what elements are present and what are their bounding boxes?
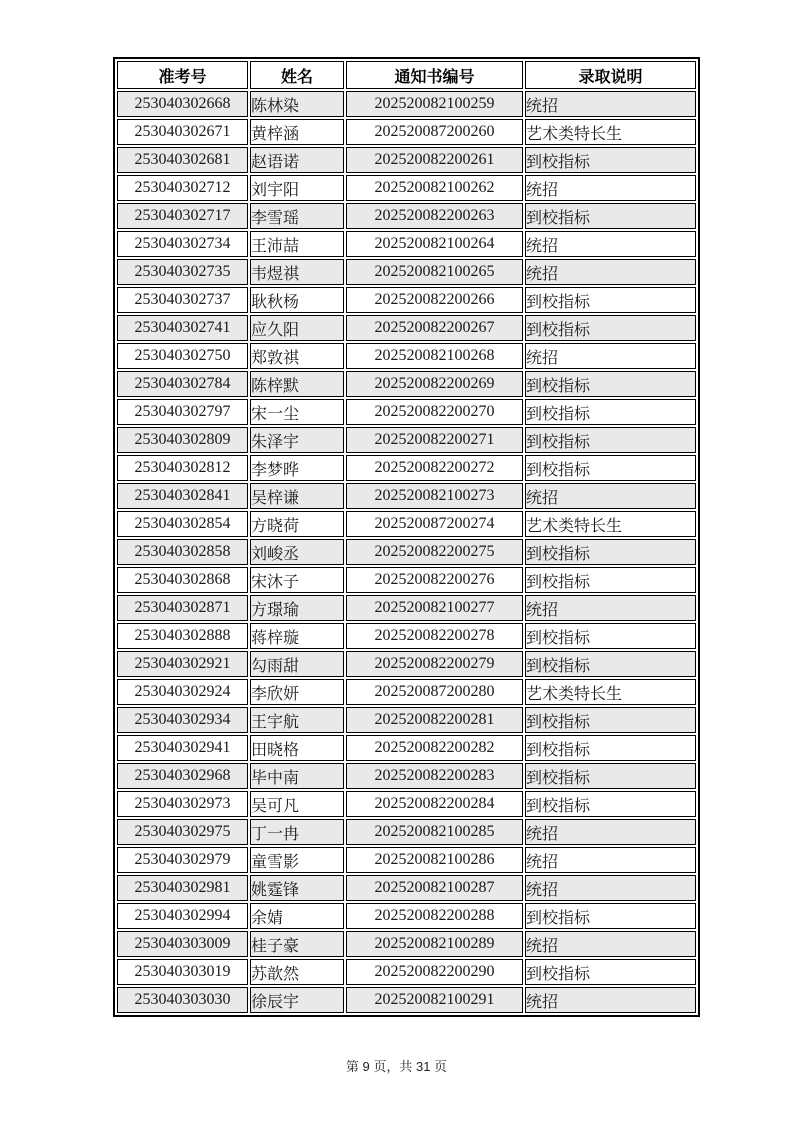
- cell-notice-no: 202520082200261: [346, 147, 523, 173]
- cell-exam-no: 253040302973: [117, 791, 248, 817]
- cell-exam-no: 253040302717: [117, 203, 248, 229]
- cell-admission-type: 到校指标: [525, 203, 696, 229]
- cell-exam-no: 253040302858: [117, 539, 248, 565]
- cell-name: 黄梓涵: [250, 119, 344, 145]
- cell-admission-type: 到校指标: [525, 735, 696, 761]
- admissions-table: [113, 57, 700, 1017]
- cell-admission-type: 到校指标: [525, 147, 696, 173]
- cell-admission-type: 统招: [525, 987, 696, 1013]
- table-row: [117, 651, 696, 677]
- cell-name: 韦煜祺: [250, 259, 344, 285]
- cell-notice-no: 202520082100273: [346, 483, 523, 509]
- table-row: [117, 847, 696, 873]
- cell-name: 李欣妍: [250, 679, 344, 705]
- cell-notice-no: 202520082100291: [346, 987, 523, 1013]
- cell-name: 陈林染: [250, 91, 344, 117]
- cell-admission-type: 统招: [525, 231, 696, 257]
- cell-admission-type: 统招: [525, 931, 696, 957]
- cell-name: 宋一尘: [250, 399, 344, 425]
- cell-notice-no: 202520082100287: [346, 875, 523, 901]
- cell-name: 苏歆然: [250, 959, 344, 985]
- cell-exam-no: 253040302737: [117, 287, 248, 313]
- cell-name: 刘宇阳: [250, 175, 344, 201]
- cell-exam-no: 253040302871: [117, 595, 248, 621]
- table-row: [117, 175, 696, 201]
- cell-admission-type: 统招: [525, 819, 696, 845]
- table-row: [117, 539, 696, 565]
- cell-name: 朱泽宇: [250, 427, 344, 453]
- cell-notice-no: 202520082200281: [346, 707, 523, 733]
- cell-exam-no: 253040302981: [117, 875, 248, 901]
- cell-notice-no: 202520082200267: [346, 315, 523, 341]
- header-name: 姓名: [250, 61, 344, 89]
- cell-name: 勾雨甜: [250, 651, 344, 677]
- cell-admission-type: 到校指标: [525, 903, 696, 929]
- header-exam-no: 准考号: [117, 61, 248, 89]
- table-row: [117, 343, 696, 369]
- cell-admission-type: 到校指标: [525, 399, 696, 425]
- cell-notice-no: 202520082200272: [346, 455, 523, 481]
- page-indicator: 第 9 页，共 31 页: [345, 1059, 448, 1074]
- cell-notice-no: 202520082200284: [346, 791, 523, 817]
- cell-admission-type: 统招: [525, 175, 696, 201]
- cell-exam-no: 253040302671: [117, 119, 248, 145]
- cell-name: 刘峻丞: [250, 539, 344, 565]
- cell-exam-no: 253040303019: [117, 959, 248, 985]
- table-row: [117, 903, 696, 929]
- cell-exam-no: 253040302921: [117, 651, 248, 677]
- table-row: [117, 203, 696, 229]
- cell-name: 徐辰宇: [250, 987, 344, 1013]
- table-row: [117, 147, 696, 173]
- cell-name: 童雪影: [250, 847, 344, 873]
- cell-admission-type: 统招: [525, 847, 696, 873]
- table-row: [117, 399, 696, 425]
- cell-notice-no: 202520082200275: [346, 539, 523, 565]
- cell-name: 宋沐子: [250, 567, 344, 593]
- cell-notice-no: 202520082200269: [346, 371, 523, 397]
- table-row: [117, 567, 696, 593]
- table-row: [117, 959, 696, 985]
- cell-name: 吴梓谦: [250, 483, 344, 509]
- cell-exam-no: 253040302979: [117, 847, 248, 873]
- cell-name: 应久阳: [250, 315, 344, 341]
- cell-admission-type: 到校指标: [525, 427, 696, 453]
- cell-name: 余婧: [250, 903, 344, 929]
- cell-name: 毕中南: [250, 763, 344, 789]
- cell-notice-no: 202520082200282: [346, 735, 523, 761]
- cell-exam-no: 253040302712: [117, 175, 248, 201]
- cell-admission-type: 艺术类特长生: [525, 679, 696, 705]
- cell-notice-no: 202520082200278: [346, 623, 523, 649]
- cell-admission-type: 到校指标: [525, 791, 696, 817]
- table-row: [117, 875, 696, 901]
- cell-exam-no: 253040302812: [117, 455, 248, 481]
- cell-name: 李梦晔: [250, 455, 344, 481]
- table-row: [117, 287, 696, 313]
- table-row: [117, 931, 696, 957]
- cell-notice-no: 202520087200260: [346, 119, 523, 145]
- cell-notice-no: 202520082100289: [346, 931, 523, 957]
- cell-admission-type: 统招: [525, 91, 696, 117]
- cell-exam-no: 253040302750: [117, 343, 248, 369]
- cell-notice-no: 202520082100286: [346, 847, 523, 873]
- cell-exam-no: 253040302741: [117, 315, 248, 341]
- cell-exam-no: 253040302924: [117, 679, 248, 705]
- cell-exam-no: 253040302681: [117, 147, 248, 173]
- table-row: [117, 707, 696, 733]
- header-admission-type: 录取说明: [525, 61, 696, 89]
- cell-name: 吴可凡: [250, 791, 344, 817]
- cell-notice-no: 202520082100265: [346, 259, 523, 285]
- cell-exam-no: 253040302668: [117, 91, 248, 117]
- table-row: [117, 791, 696, 817]
- cell-admission-type: 艺术类特长生: [525, 119, 696, 145]
- cell-exam-no: 253040302968: [117, 763, 248, 789]
- table-row: [117, 623, 696, 649]
- table-row: [117, 91, 696, 117]
- cell-admission-type: 统招: [525, 875, 696, 901]
- cell-name: 桂子豪: [250, 931, 344, 957]
- cell-name: 王宇航: [250, 707, 344, 733]
- cell-exam-no: 253040303030: [117, 987, 248, 1013]
- header-notice-no: 通知书编号: [346, 61, 523, 89]
- cell-notice-no: 202520082200263: [346, 203, 523, 229]
- cell-admission-type: 到校指标: [525, 371, 696, 397]
- cell-notice-no: 202520082200279: [346, 651, 523, 677]
- cell-notice-no: 202520082200288: [346, 903, 523, 929]
- table-header-row: [117, 61, 696, 89]
- cell-notice-no: 202520082200271: [346, 427, 523, 453]
- table-row: [117, 595, 696, 621]
- cell-notice-no: 202520082200270: [346, 399, 523, 425]
- cell-admission-type: 艺术类特长生: [525, 511, 696, 537]
- cell-admission-type: 统招: [525, 259, 696, 285]
- cell-name: 陈梓默: [250, 371, 344, 397]
- cell-admission-type: 到校指标: [525, 567, 696, 593]
- cell-admission-type: 统招: [525, 343, 696, 369]
- table-row: [117, 987, 696, 1013]
- table-row: [117, 819, 696, 845]
- cell-exam-no: 253040302735: [117, 259, 248, 285]
- cell-admission-type: 到校指标: [525, 315, 696, 341]
- cell-notice-no: 202520082100277: [346, 595, 523, 621]
- cell-exam-no: 253040302809: [117, 427, 248, 453]
- cell-name: 田晓格: [250, 735, 344, 761]
- cell-notice-no: 202520082100262: [346, 175, 523, 201]
- cell-admission-type: 到校指标: [525, 623, 696, 649]
- cell-admission-type: 统招: [525, 595, 696, 621]
- table-row: [117, 315, 696, 341]
- cell-exam-no: 253040302734: [117, 231, 248, 257]
- cell-name: 郑敦祺: [250, 343, 344, 369]
- cell-exam-no: 253040302934: [117, 707, 248, 733]
- cell-name: 李雪瑶: [250, 203, 344, 229]
- cell-notice-no: 202520087200274: [346, 511, 523, 537]
- cell-notice-no: 202520082100264: [346, 231, 523, 257]
- table-row: [117, 483, 696, 509]
- cell-notice-no: 202520082100285: [346, 819, 523, 845]
- table-body: [117, 91, 696, 1013]
- cell-exam-no: 253040302941: [117, 735, 248, 761]
- cell-notice-no: 202520087200280: [346, 679, 523, 705]
- cell-admission-type: 到校指标: [525, 707, 696, 733]
- cell-name: 耿秋杨: [250, 287, 344, 313]
- table-row: [117, 679, 696, 705]
- cell-exam-no: 253040302888: [117, 623, 248, 649]
- cell-notice-no: 202520082100268: [346, 343, 523, 369]
- cell-notice-no: 202520082200283: [346, 763, 523, 789]
- cell-admission-type: 到校指标: [525, 651, 696, 677]
- cell-admission-type: 到校指标: [525, 287, 696, 313]
- table-row: [117, 763, 696, 789]
- table-row: [117, 119, 696, 145]
- table-row: [117, 511, 696, 537]
- cell-notice-no: 202520082200276: [346, 567, 523, 593]
- cell-exam-no: 253040302797: [117, 399, 248, 425]
- table-row: [117, 231, 696, 257]
- cell-exam-no: 253040302841: [117, 483, 248, 509]
- cell-notice-no: 202520082100259: [346, 91, 523, 117]
- cell-name: 方晓荷: [250, 511, 344, 537]
- cell-exam-no: 253040302994: [117, 903, 248, 929]
- cell-notice-no: 202520082200266: [346, 287, 523, 313]
- cell-admission-type: 统招: [525, 483, 696, 509]
- table-row: [117, 259, 696, 285]
- cell-exam-no: 253040303009: [117, 931, 248, 957]
- cell-name: 王沛喆: [250, 231, 344, 257]
- cell-name: 姚霆锋: [250, 875, 344, 901]
- cell-admission-type: 到校指标: [525, 455, 696, 481]
- cell-admission-type: 到校指标: [525, 539, 696, 565]
- cell-exam-no: 253040302975: [117, 819, 248, 845]
- cell-name: 丁一冉: [250, 819, 344, 845]
- table-row: [117, 455, 696, 481]
- cell-exam-no: 253040302854: [117, 511, 248, 537]
- cell-admission-type: 到校指标: [525, 763, 696, 789]
- cell-name: 赵语诺: [250, 147, 344, 173]
- cell-exam-no: 253040302868: [117, 567, 248, 593]
- cell-exam-no: 253040302784: [117, 371, 248, 397]
- cell-admission-type: 到校指标: [525, 959, 696, 985]
- cell-notice-no: 202520082200290: [346, 959, 523, 985]
- cell-name: 方璟瑜: [250, 595, 344, 621]
- table-row: [117, 427, 696, 453]
- table-row: [117, 735, 696, 761]
- table-row: [117, 371, 696, 397]
- cell-name: 蒋梓璇: [250, 623, 344, 649]
